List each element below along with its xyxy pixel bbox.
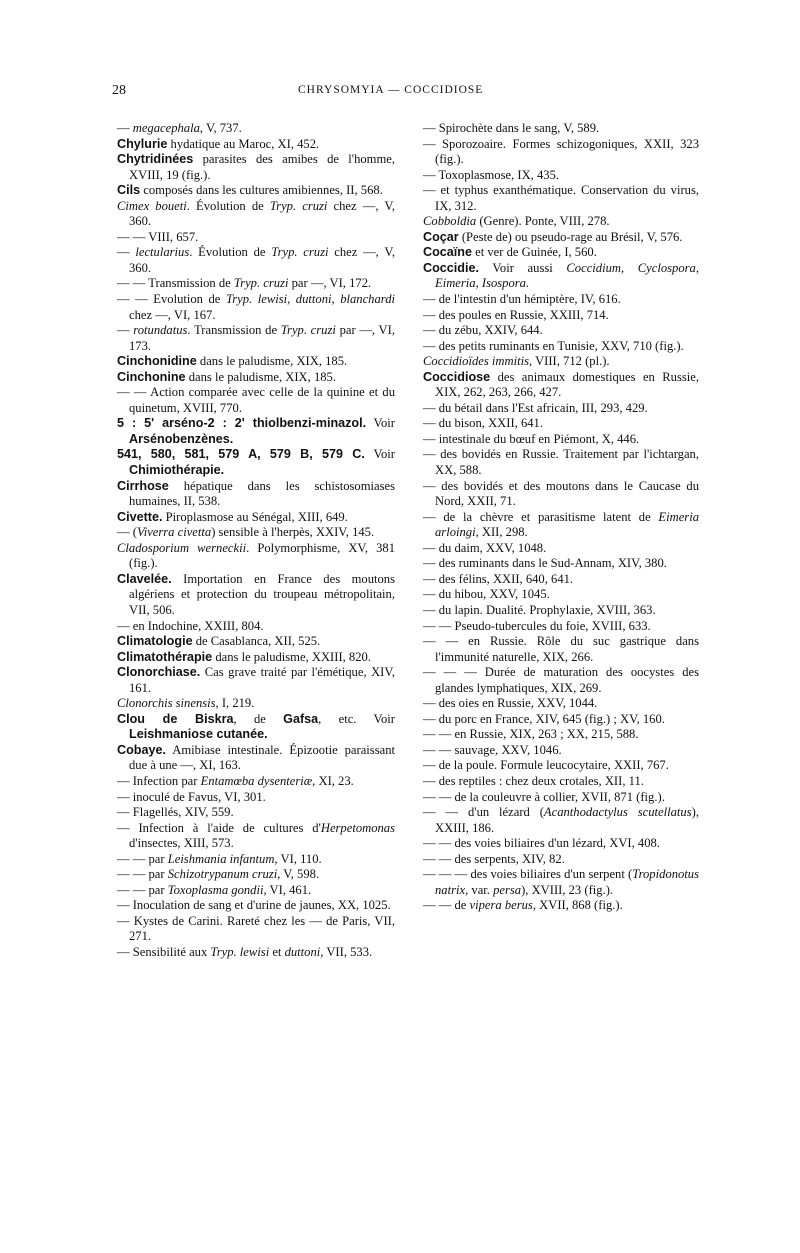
index-entry — [117, 541, 395, 572]
entry-text: — Infection à l'aide de cultures d' — [117, 820, 321, 835]
index-entry — [117, 665, 395, 696]
entry-italic-term: Schizotrypanum cruzi — [167, 867, 278, 882]
entry-text: , XVII, 868 (fig.). — [532, 898, 623, 913]
entry-text: — Flagellés, XIV, 559. — [117, 805, 234, 820]
index-entry — [117, 292, 395, 323]
entry-text: — du bison, XXII, 641. — [423, 416, 543, 431]
entry-italic-term: Tryp. cruzi — [271, 245, 329, 260]
index-entry — [117, 183, 395, 199]
index-entry — [117, 852, 395, 868]
entry-italic-term: Tropidonotus natrix — [435, 867, 699, 897]
index-entry — [423, 852, 699, 868]
entry-italic-term: Cladosporium werneckii — [117, 540, 247, 555]
entry-text: . Polymorphisme, XV, 381 (fig.). — [129, 540, 395, 571]
entry-text: ) sensible à l'herpès, XXIV, 145. — [211, 525, 375, 540]
entry-headword: Clavelée. — [117, 571, 172, 586]
index-entry — [423, 712, 699, 728]
entry-text: Voir aussi — [479, 260, 567, 275]
entry-italic-term: Tryp. cruzi — [280, 323, 336, 338]
entry-text: , var. — [465, 882, 494, 897]
entry-text: dans le paludisme, XXIII, 820. — [212, 649, 371, 664]
index-entry — [117, 152, 395, 183]
entry-text: et ver de Guinée, I, 560. — [472, 245, 597, 260]
entry-text: — — [117, 245, 136, 260]
index-entry — [423, 479, 699, 510]
index-entry — [423, 603, 699, 619]
index-entry — [117, 619, 395, 635]
entry-headword: Gafsa — [283, 711, 319, 726]
entry-text: (Peste de) ou pseudo-rage au Brésil, V, 576. — [458, 229, 683, 244]
index-entry — [423, 230, 699, 246]
entry-italic-term: Tryp. cruzi — [233, 276, 289, 291]
entry-text: chez —, V, 360. — [129, 198, 395, 229]
entry-text: — — de — [423, 898, 470, 913]
index-entry — [117, 447, 395, 478]
entry-text: — — en Russie. Rôle du suc gastrique dans l'immunité naturelle, XIX, 266. — [423, 634, 699, 664]
entry-text: par —, VI, 172. — [288, 276, 372, 291]
entry-text: — Infection par — [117, 773, 201, 788]
entry-text: — — de la couleuvre à collier, XVII, 871 (fig.). — [423, 789, 665, 804]
entry-text: — — VIII, 657. — [117, 229, 199, 244]
entry-text: ), XVIII, 23 (fig.). — [521, 882, 614, 897]
entry-text: — Sporozoaire. Formes schizogoniques, XXII, 323 (fig.). — [423, 136, 699, 167]
index-entry — [423, 339, 699, 355]
entry-headword: Clonorchiase. — [117, 665, 201, 680]
entry-text: — — sauvage, XXV, 1046. — [423, 742, 562, 757]
entry-text: hépatique dans les schistosomiases humaines, II, 538. — [129, 478, 395, 509]
entry-headword: Climatologie — [117, 634, 193, 649]
entry-text: — du lapin. Dualité. Prophylaxie, XVIII, 363. — [423, 602, 656, 617]
entry-text: , V, 737. — [199, 121, 242, 135]
entry-text: Voir — [366, 416, 395, 431]
index-entry — [423, 432, 699, 448]
index-entry — [117, 898, 395, 914]
index-entry — [117, 572, 395, 619]
entry-text: composés dans les cultures amibiennes, II, 568. — [140, 183, 383, 198]
entry-headword: Coccidiose — [423, 369, 491, 384]
entry-headword: Climatothérapie — [117, 649, 213, 664]
index-entry — [423, 867, 699, 898]
index-entry — [423, 416, 699, 432]
entry-headword: Chimiothérapie. — [129, 463, 225, 478]
entry-text: Amibiase intestinale. Épizootie paraissant due à une —, XI, 163. — [129, 742, 395, 773]
index-entry — [117, 416, 395, 447]
entry-text: dans le paludisme, XIX, 185. — [196, 354, 348, 369]
index-entry — [423, 572, 699, 588]
index-entry — [423, 898, 699, 914]
index-entry — [423, 121, 699, 137]
index-entry — [117, 945, 395, 961]
entry-text: — — Action comparée avec celle de la quinine et du quinetum, XVIII, 770. — [117, 385, 395, 415]
index-entry — [117, 712, 395, 743]
entry-text: — — des voies biliaires d'un lézard, XVI, 408. — [423, 836, 660, 851]
index-entry — [117, 696, 395, 712]
entry-headword: Arsénobenzènes. — [129, 431, 234, 446]
entry-text: . Évolution de — [186, 198, 270, 213]
entry-text: — en Indochine, XXIII, 804. — [117, 618, 264, 633]
entry-text: Voir — [364, 447, 396, 462]
entry-italic-term: rotundatus — [133, 323, 188, 338]
index-entry — [117, 479, 395, 510]
entry-text: des animaux domestiques en Russie, XIX, 262, 263, 266, 427. — [435, 369, 699, 400]
index-entry — [423, 354, 699, 370]
entry-text: . Transmission de — [187, 323, 281, 338]
entry-headword: Chylurie — [117, 136, 168, 151]
index-entry — [423, 168, 699, 184]
entry-text: Importation en France des moutons algériens et protection du troupeau métropolitain, VII, 506. — [129, 571, 395, 617]
index-entry — [423, 401, 699, 417]
index-entry — [117, 867, 395, 883]
entry-text: — — par — [117, 851, 168, 866]
index-entry — [423, 261, 699, 292]
index-entry — [117, 354, 395, 370]
index-entry — [117, 883, 395, 899]
entry-text: de Casablanca, XII, 525. — [192, 634, 321, 649]
entry-text: — — Pseudo-tubercules du foie, XVIII, 633. — [423, 618, 651, 633]
index-entry — [117, 121, 395, 137]
index-entry — [423, 790, 699, 806]
entry-italic-term: Toxoplasma gondii — [167, 882, 264, 897]
index-entry — [117, 276, 395, 292]
entry-italic-term: Tryp. cruzi — [269, 198, 328, 213]
page-number: 28 — [112, 83, 126, 98]
index-entry — [423, 727, 699, 743]
entry-text: — — par — [117, 882, 168, 897]
index-entry — [423, 214, 699, 230]
entry-text: — du bétail dans l'Est africain, III, 293, 429. — [423, 400, 648, 415]
entry-text: Piroplasmose au Sénégal, XIII, 649. — [162, 509, 348, 524]
entry-italic-term: Herpetomonas — [320, 820, 395, 835]
entry-text: — des oies en Russie, XXV, 1044. — [423, 696, 598, 711]
entry-text: — — [117, 121, 133, 135]
entry-headword: Civette. — [117, 509, 163, 524]
entry-text: — de l'intestin d'un hémiptère, IV, 616. — [423, 292, 621, 307]
index-entry — [423, 836, 699, 852]
entry-italic-term: Clonorchis sinensis — [117, 696, 216, 711]
index-entry — [117, 805, 395, 821]
entry-text: — Sensibilité aux — [117, 944, 211, 959]
index-entry — [117, 650, 395, 666]
index-entry — [423, 245, 699, 261]
entry-text: — du porc en France, XIV, 645 (fig.) ; XV, 160. — [423, 711, 665, 726]
index-column-left — [117, 121, 395, 961]
entry-italic-term: Entamœba dysenteriæ — [200, 773, 313, 788]
entry-text: — des bovidés et des moutons dans le Caucase du Nord, XXII, 71. — [423, 478, 699, 509]
entry-text: — Spirochète dans le sang, V, 589. — [423, 121, 600, 135]
entry-text: — intestinale du bœuf en Piémont, X, 446. — [423, 431, 640, 446]
entry-text: , VI, 110. — [274, 851, 322, 866]
entry-italic-term: Viverra civetta — [136, 525, 212, 540]
entry-text: — Kystes de Carini. Rareté chez les — de Paris, VII, 271. — [117, 913, 395, 944]
entry-italic-term: persa — [493, 882, 522, 897]
index-entry — [117, 790, 395, 806]
entry-text: — Inoculation de sang et d'urine de jaunes, XX, 1025. — [117, 898, 391, 913]
entry-text: chez —, V, 360. — [129, 245, 395, 275]
entry-text: , etc. Voir — [318, 711, 395, 726]
entry-italic-term: Coccidioïdes immitis — [423, 354, 529, 369]
entry-text: — du daim, XXV, 1048. — [423, 540, 547, 555]
index-entry — [423, 183, 699, 214]
index-entry — [117, 137, 395, 153]
entry-text: — — en Russie, XIX, 263 ; XX, 215, 588. — [423, 727, 639, 742]
entry-text: — — [117, 323, 134, 338]
entry-italic-term: Eimeria arloingi — [435, 509, 699, 540]
index-entry — [117, 245, 395, 276]
index-entry — [117, 230, 395, 246]
entry-text: , I, 219. — [215, 696, 255, 711]
index-entry — [423, 743, 699, 759]
entry-text: ), XXIII, 186. — [435, 805, 699, 835]
index-entry — [423, 805, 699, 836]
index-entry — [423, 696, 699, 712]
entry-text: — des reptiles : chez deux crotales, XII, 11. — [423, 773, 644, 788]
entry-text: Cas grave traité par l'émétique, XIV, 161. — [129, 665, 395, 695]
entry-text: — Toxoplasmose, IX, 435. — [423, 167, 560, 182]
entry-italic-term: megacephala — [132, 121, 200, 135]
entry-italic-term: Tryp. lewisi, duttoni, blanchardi — [225, 292, 395, 307]
entry-text: — — — Durée de maturation des oocystes des glandes lymphatiques, XIX, 269. — [423, 665, 699, 695]
index-entry — [117, 914, 395, 945]
index-entry — [117, 385, 395, 416]
index-entry — [423, 774, 699, 790]
entry-italic-term: Tryp. lewisi — [210, 944, 270, 959]
index-entry — [423, 619, 699, 635]
entry-text: , VII, 533. — [320, 944, 373, 959]
entry-headword: Clou de Biskra — [117, 711, 234, 726]
index-entry — [117, 510, 395, 526]
entry-text: — des petits ruminants en Tunisie, XXV, 710 (fig.). — [423, 338, 684, 353]
entry-headword: Coçar — [423, 229, 459, 244]
entry-text: — — — des voies biliaires d'un serpent ( — [423, 867, 633, 882]
index-entry — [423, 292, 699, 308]
index-entry — [117, 743, 395, 774]
entry-text: dans le paludisme, XIX, 185. — [185, 369, 336, 384]
entry-headword: Cinchonidine — [117, 354, 197, 369]
entry-text: — — par — [117, 867, 168, 882]
index-entry — [423, 447, 699, 478]
index-entry — [117, 370, 395, 386]
entry-italic-term: Acanthodactylus scutellatus — [543, 805, 692, 820]
entry-text: hydatique au Maroc, XI, 452. — [167, 136, 320, 151]
entry-italic-term: Coccidium, Cyclospora, Eimeria, Isospora. — [435, 260, 699, 291]
page-header — [0, 83, 800, 103]
index-entry — [423, 634, 699, 665]
entry-text: — du zébu, XXIV, 644. — [423, 323, 543, 338]
index-entry — [423, 308, 699, 324]
index-entry — [117, 821, 395, 852]
entry-text: , XI, 23. — [312, 773, 354, 788]
entry-text: chez —, VI, 167. — [129, 307, 216, 322]
entry-text: , de — [233, 711, 284, 726]
entry-text: . Évolution de — [189, 245, 272, 260]
entry-text: d'insectes, XIII, 573. — [129, 836, 234, 851]
entry-text: — de la chèvre et parasitisme latent de — [423, 509, 659, 524]
entry-headword: Coccidie. — [423, 260, 479, 275]
entry-headword: Cirrhose — [117, 478, 169, 493]
entry-text: — des poules en Russie, XXIII, 714. — [423, 307, 609, 322]
index-entry — [423, 758, 699, 774]
entry-headword: Leishmaniose cutanée. — [129, 727, 268, 742]
index-entry — [423, 587, 699, 603]
entry-text: (Genre). Ponte, VIII, 278. — [476, 214, 610, 229]
index-column-right — [423, 121, 699, 914]
entry-italic-term: duttoni — [284, 944, 321, 959]
index-entry — [423, 370, 699, 401]
entry-text: — — d'un lézard ( — [423, 805, 544, 820]
entry-text: , VIII, 712 (pl.). — [529, 354, 610, 369]
entry-text: — ( — [117, 525, 137, 540]
index-entry — [117, 199, 395, 230]
entry-text: — et typhus exanthématique. Conservation du virus, IX, 312. — [423, 183, 699, 213]
entry-italic-term: vipera berus — [469, 898, 533, 913]
entry-text: — — Transmission de — [117, 276, 234, 291]
entry-headword: Cinchonine — [117, 369, 186, 384]
index-entry — [423, 541, 699, 557]
entry-text: , XII, 298. — [475, 525, 528, 540]
index-entry — [423, 665, 699, 696]
entry-italic-term: Cimex boueti — [117, 198, 187, 213]
index-entry — [423, 323, 699, 339]
entry-italic-term: lectularius — [135, 245, 190, 260]
entry-text: — des ruminants dans le Sud-Annam, XIV, 380. — [423, 556, 667, 571]
entry-italic-term: Cobboldia — [423, 214, 477, 229]
entry-text: , VI, 461. — [263, 882, 312, 897]
entry-text: — de la poule. Formule leucocytaire, XXII, 767. — [423, 758, 669, 773]
entry-text: parasites des amibes de l'homme, XVIII, 19 (fig.). — [129, 152, 395, 182]
entry-text: et — [269, 944, 285, 959]
index-entry — [423, 556, 699, 572]
index-entry — [423, 510, 699, 541]
running-head: CHRYSOMYIA — COCCIDIOSE — [298, 84, 484, 96]
entry-text: — du hibou, XXV, 1045. — [423, 587, 550, 602]
entry-text: — — des serpents, XIV, 82. — [423, 851, 565, 866]
index-entry — [117, 634, 395, 650]
index-entry — [423, 137, 699, 168]
entry-headword: Chytridinées — [117, 152, 194, 167]
entry-text: , V, 598. — [277, 867, 320, 882]
entry-headword: 541, 580, 581, 579 A, 579 B, 579 C. — [117, 447, 365, 462]
entry-text: — inoculé de Favus, VI, 301. — [117, 789, 266, 804]
entry-headword: Cocaïne — [423, 245, 472, 260]
index-entry — [117, 774, 395, 790]
entry-headword: Cils — [117, 183, 141, 198]
entry-text: — des félins, XXII, 640, 641. — [423, 571, 574, 586]
entry-headword: 5 : 5' arséno-2 : 2' thiolbenzi-minazol. — [117, 416, 367, 431]
entry-text: par —, VI, 173. — [129, 323, 395, 353]
entry-text: — — Evolution de — [117, 292, 226, 307]
entry-headword: Cobaye. — [117, 742, 166, 757]
index-entry — [117, 525, 395, 541]
entry-text: — des bovidés en Russie. Traitement par l'ichtargan, XX, 588. — [423, 447, 699, 478]
entry-italic-term: Leishmania infantum — [167, 851, 275, 866]
index-entry — [117, 323, 395, 354]
